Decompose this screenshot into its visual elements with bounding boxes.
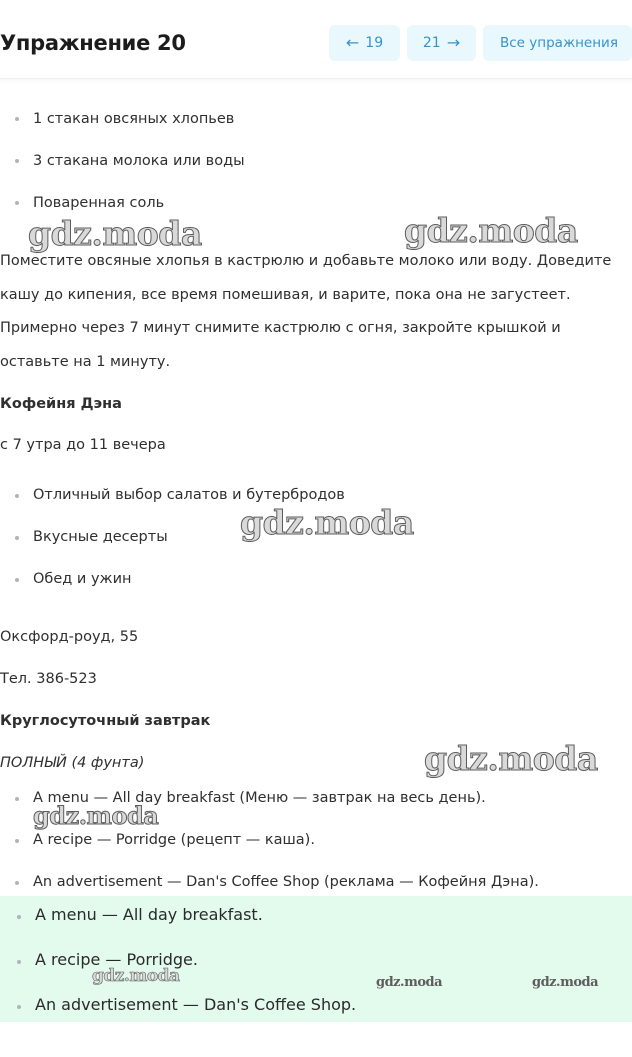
all-exercises-label: Все упражнения	[500, 35, 618, 51]
recipe-text-line: Поместите овсяные хлопья в кастрюлю и добавьте молоко или воду. Доведите	[0, 253, 612, 269]
watermark: gdz.moda	[532, 975, 599, 990]
list-item: A menu — All day breakfast (Меню — завтрак на весь день).	[33, 790, 486, 806]
breakfast-title: Круглосуточный завтрак	[0, 713, 211, 729]
bullet-dot	[15, 117, 19, 121]
all-exercises-button[interactable]	[483, 25, 632, 61]
list-item: Отличный выбор салатов и бутербродов	[33, 487, 345, 503]
next-exercise-button[interactable]	[407, 25, 476, 61]
watermark: gdz.moda	[424, 739, 598, 778]
cafe-address: Оксфорд-роуд, 55	[0, 629, 139, 645]
bullet-dot	[15, 536, 19, 540]
watermark: gdz.moda	[92, 966, 180, 986]
list-item: Вкусные десерты	[33, 529, 168, 545]
recipe-text-line: Примерно через 7 минут снимите кастрюлю с огня, закройте крышкой и	[0, 320, 561, 336]
bullet-dot	[17, 960, 21, 964]
recipe-text-line: кашу до кипения, все время помешивая, и варите, пока она не загустеет.	[0, 287, 571, 303]
arrow-right-icon: →	[446, 33, 461, 52]
watermark: gdz.moda	[404, 211, 578, 250]
bullet-dot	[15, 881, 19, 885]
list-item: 3 стакана молока или воды	[33, 153, 245, 169]
list-item: 1 стакан овсяных хлопьев	[33, 111, 235, 127]
bullet-dot	[15, 201, 19, 205]
watermark: gdz.moda	[33, 801, 159, 830]
list-item: Обед и ужин	[33, 571, 132, 587]
recipe-text-line: оставьте на 1 минуту.	[0, 354, 171, 370]
page-title: Упражнение 20	[0, 31, 186, 55]
cafe-phone: Тел. 386-523	[0, 671, 97, 687]
page-header	[0, 0, 632, 79]
bullet-dot	[17, 1005, 21, 1009]
cafe-hours: с 7 утра до 11 вечера	[0, 437, 166, 453]
bullet-dot	[17, 915, 21, 919]
bullet-dot	[15, 797, 19, 801]
list-item: Поваренная соль	[33, 195, 165, 211]
answer-item: An advertisement — Dan's Coffee Shop.	[35, 995, 357, 1014]
list-item: An advertisement — Dan's Coffee Shop (реклама — Кофейня Дэна).	[33, 874, 539, 890]
bullet-dot	[15, 839, 19, 843]
watermark: gdz.moda	[240, 503, 414, 542]
breakfast-price: ПОЛНЫЙ (4 фунта)	[0, 755, 145, 771]
bullet-dot	[15, 578, 19, 582]
watermark: gdz.moda	[376, 975, 443, 990]
bullet-dot	[15, 494, 19, 498]
answer-item: A menu — All day breakfast.	[35, 905, 263, 924]
prev-exercise-label: 19	[365, 35, 384, 51]
watermark: gdz.moda	[28, 214, 202, 253]
answer-item: A recipe — Porridge.	[35, 950, 198, 969]
prev-exercise-button[interactable]	[329, 25, 400, 61]
answer-box	[0, 896, 632, 1022]
list-item: A recipe — Porridge (рецепт — каша).	[33, 832, 315, 848]
cafe-title: Кофейня Дэна	[0, 396, 122, 412]
next-exercise-label: 21	[422, 35, 441, 51]
arrow-left-icon: ←	[345, 33, 360, 52]
bullet-dot	[15, 159, 19, 163]
